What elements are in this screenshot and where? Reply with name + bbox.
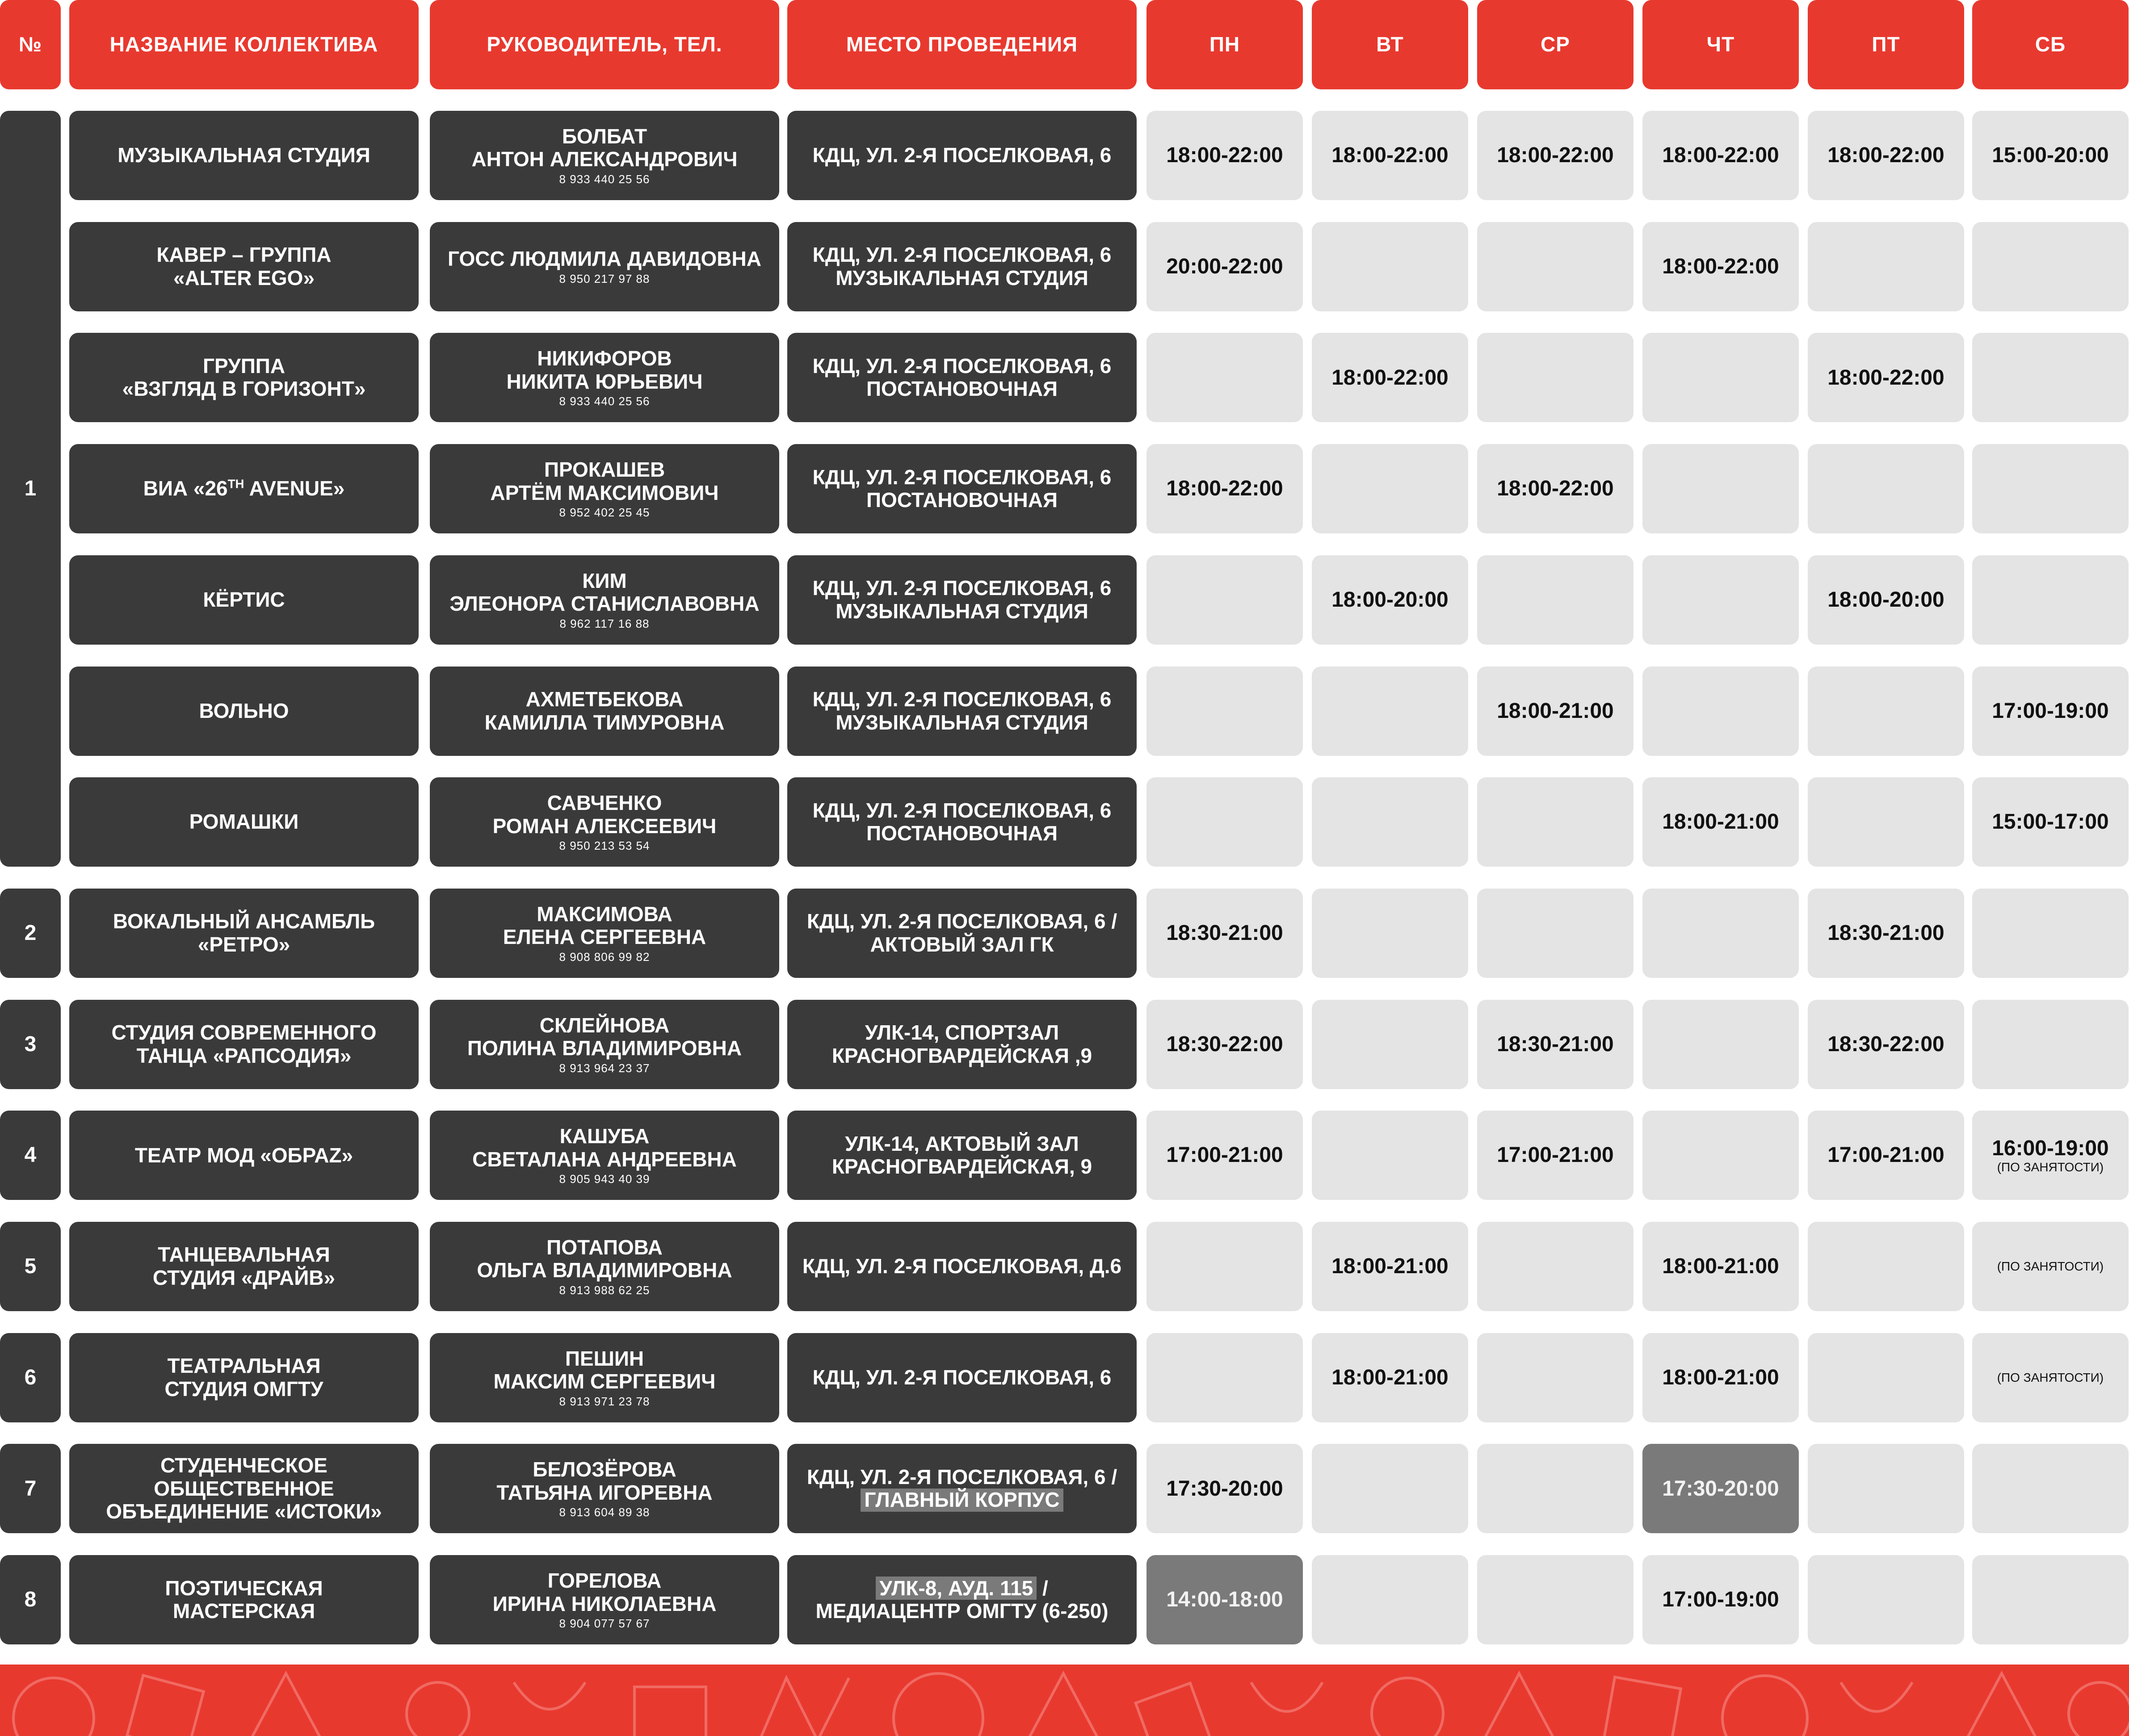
schedule-cell (1312, 222, 1468, 311)
leader-name (430, 1222, 779, 1311)
schedule-cell (1808, 1555, 1964, 1644)
leader-name-line: АРТЁМ МАКСИМОВИЧ (490, 481, 719, 504)
schedule-cell (1312, 1111, 1468, 1200)
schedule-cell (1146, 1333, 1303, 1422)
schedule-cell (1312, 1222, 1468, 1311)
venue (787, 333, 1137, 422)
schedule-time: 18:00-20:00 (1331, 587, 1449, 612)
leader-name-line: ПОЛИНА ВЛАДИМИРОВНА (467, 1036, 742, 1060)
schedule-cell (1146, 333, 1303, 422)
collective-name (69, 444, 419, 533)
schedule-time: 18:00-22:00 (1166, 477, 1283, 501)
schedule-cell (1146, 1000, 1303, 1089)
schedule-cell (1642, 1444, 1799, 1533)
schedule-cell (1477, 1222, 1633, 1311)
schedule-cell (1146, 555, 1303, 645)
collective-name (69, 1444, 419, 1533)
collective-name-line: ПОЭТИЧЕСКАЯ (165, 1576, 323, 1600)
leader-name-line: РОМАН АЛЕКСЕЕВИЧ (492, 814, 717, 838)
leader-name-line: ПОТАПОВА (546, 1235, 663, 1259)
collective-name (69, 777, 419, 867)
schedule-cell (1477, 777, 1633, 867)
collective-name-line: КЁРТИС (203, 588, 285, 612)
collective-name (69, 1000, 419, 1089)
schedule-time: 18:30-22:00 (1166, 1032, 1283, 1056)
venue-line: МУЗЫКАЛЬНАЯ СТУДИЯ (836, 599, 1088, 623)
venue-line: КРАСНОГВАРДЕЙСКАЯ ,9 (831, 1044, 1092, 1067)
header-name: НАЗВАНИЕ КОЛЛЕКТИВА (69, 0, 419, 89)
schedule-cell (1477, 889, 1633, 978)
schedule-cell (1312, 111, 1468, 200)
group-number: 7 (0, 1444, 61, 1533)
venue-line: ГЛАВНЫЙ КОРПУС (861, 1489, 1063, 1512)
schedule-cell (1972, 1333, 2129, 1422)
collective-name-line: ВИА «26TH AVENUE» (143, 477, 345, 500)
schedule-cell (1972, 1222, 2129, 1311)
schedule-cell (1972, 889, 2129, 978)
venue (787, 1333, 1137, 1422)
leader-name-line: АХМЕТБЕКОВА (525, 687, 684, 711)
collective-name-line: СТУДИЯ ОМГТУ (164, 1377, 323, 1401)
schedule-note: (ПО ЗАНЯТОСТИ) (1997, 1371, 2104, 1384)
venue (787, 555, 1137, 645)
schedule-cell (1312, 1000, 1468, 1089)
header-place: МЕСТО ПРОВЕДЕНИЯ (787, 0, 1137, 89)
venue-line: ПОСТАНОВОЧНАЯ (866, 488, 1058, 512)
schedule-cell (1642, 444, 1799, 533)
schedule-cell (1146, 444, 1303, 533)
leader-name-line: САВЧЕНКО (547, 791, 662, 815)
venue-line: МЕДИАЦЕНТР ОМГТУ (6-250) (815, 1599, 1109, 1623)
venue-line: КДЦ, УЛ. 2-Я ПОСЕЛКОВАЯ, 6 / (806, 1465, 1117, 1489)
schedule-cell (1146, 111, 1303, 200)
schedule-time: 17:00-21:00 (1827, 1143, 1944, 1167)
collective-name-line: СТУДИЯ «ДРАЙВ» (152, 1266, 336, 1289)
schedule-cell (1972, 667, 2129, 756)
leader-name-line: НИКИФОРОВ (537, 347, 672, 370)
venue-line: КДЦ, УЛ. 2-Я ПОСЕЛКОВАЯ, 6 / (806, 910, 1117, 933)
header-day: СР (1477, 0, 1633, 89)
schedule-cell (1312, 444, 1468, 533)
leader-name-line: ЭЛЕОНОРА СТАНИСЛАВОВНА (449, 592, 760, 616)
schedule-cell (1477, 1333, 1633, 1422)
schedule-cell (1972, 1555, 2129, 1644)
leader-name-line: КАШУБА (559, 1124, 650, 1148)
schedule-cell (1312, 889, 1468, 978)
leader-name-line: СКЛЕЙНОВА (539, 1013, 670, 1037)
leader-phone: 8 908 806 99 82 (559, 950, 650, 964)
venue (787, 1222, 1137, 1311)
schedule-time: 17:00-21:00 (1166, 1143, 1283, 1167)
venue (787, 444, 1137, 533)
schedule-time: 17:30-20:00 (1662, 1476, 1779, 1501)
venue (787, 1444, 1137, 1533)
schedule-time: 18:00-20:00 (1827, 587, 1944, 612)
venue-line: УЛК-8, АУД. 115 / (876, 1577, 1048, 1600)
schedule-cell (1312, 555, 1468, 645)
schedule-cell (1808, 889, 1964, 978)
collective-name-line: СТУДИЯ СОВРЕМЕННОГО (111, 1021, 377, 1044)
venue (787, 1555, 1137, 1644)
venue (787, 111, 1137, 200)
schedule-cell (1477, 222, 1633, 311)
schedule-cell (1477, 1555, 1633, 1644)
schedule-cell (1972, 111, 2129, 200)
schedule-time: 18:00-21:00 (1662, 1254, 1779, 1279)
venue-line: КДЦ, УЛ. 2-Я ПОСЕЛКОВАЯ, 6 (812, 798, 1112, 822)
leader-name (430, 222, 779, 311)
schedule-cell (1642, 1555, 1799, 1644)
collective-name-line: ОБЩЕСТВЕННОЕ (154, 1476, 334, 1500)
leader-name (430, 1333, 779, 1422)
schedule-time: 16:00-19:00 (1992, 1136, 2109, 1160)
collective-name-line: «ALTER EGO» (173, 266, 315, 289)
schedule-time: 17:30-20:00 (1166, 1476, 1283, 1501)
collective-name (69, 1555, 419, 1644)
footer-shapes (0, 1665, 2129, 1736)
leader-name-line: МАКСИМОВА (537, 902, 672, 926)
schedule-note: (ПО ЗАНЯТОСТИ) (1997, 1160, 2104, 1174)
schedule-cell (1642, 111, 1799, 200)
collective-name (69, 1333, 419, 1422)
schedule-cell (1808, 555, 1964, 645)
schedule-time: 18:30-22:00 (1827, 1032, 1944, 1056)
leader-name-line: БЕЛОЗЁРОВА (533, 1458, 676, 1481)
venue-line: КДЦ, УЛ. 2-Я ПОСЕЛКОВАЯ, 6 (812, 354, 1112, 377)
schedule-cell (1477, 555, 1633, 645)
venue-line: КДЦ, УЛ. 2-Я ПОСЕЛКОВАЯ, 6 (812, 1365, 1112, 1389)
schedule-cell (1808, 1222, 1964, 1311)
leader-name-line: ГОРЕЛОВА (547, 1569, 662, 1593)
leader-name-line: ПЕШИН (565, 1346, 644, 1370)
schedule-cell (1642, 555, 1799, 645)
schedule-time: 14:00-18:00 (1166, 1588, 1283, 1612)
leader-phone: 8 933 440 25 56 (559, 172, 650, 186)
group-number: 2 (0, 889, 61, 978)
leader-name-line: КИМ (582, 569, 627, 592)
leader-phone: 8 913 964 23 37 (559, 1061, 650, 1075)
schedule-cell (1808, 111, 1964, 200)
venue-line: КДЦ, УЛ. 2-Я ПОСЕЛКОВАЯ, 6 (812, 687, 1112, 711)
schedule-time: 17:00-19:00 (1662, 1588, 1779, 1612)
leader-name (430, 111, 779, 200)
schedule-time: 17:00-19:00 (1992, 699, 2109, 723)
schedule-cell (1972, 1000, 2129, 1089)
schedule-cell (1312, 667, 1468, 756)
footer-pattern (0, 1665, 2129, 1736)
schedule-cell (1146, 667, 1303, 756)
venue (787, 667, 1137, 756)
leader-name-line: БОЛБАТ (562, 124, 647, 148)
leader-phone: 8 913 988 62 25 (559, 1283, 650, 1297)
schedule-cell (1312, 1444, 1468, 1533)
collective-name-line: ТЕАТРАЛЬНАЯ (167, 1354, 321, 1378)
schedule-time: 18:00-22:00 (1497, 477, 1614, 501)
schedule-cell (1972, 555, 2129, 645)
schedule-cell (1808, 1000, 1964, 1089)
leader-phone: 8 962 117 16 88 (559, 616, 650, 630)
collective-name-line: ГРУППА (202, 354, 286, 377)
collective-name (69, 222, 419, 311)
header-leader: РУКОВОДИТЕЛЬ, ТЕЛ. (430, 0, 779, 89)
group-number: 5 (0, 1222, 61, 1311)
collective-name (69, 555, 419, 645)
leader-phone: 8 913 971 23 78 (559, 1394, 650, 1408)
leader-name (430, 667, 779, 756)
schedule-cell (1972, 777, 2129, 867)
schedule-cell (1146, 1444, 1303, 1533)
leader-name-line: ТАТЬЯНА ИГОРЕВНА (496, 1480, 713, 1504)
venue-line: ПОСТАНОВОЧНАЯ (866, 822, 1058, 845)
leader-name-line: НИКИТА ЮРЬЕВИЧ (506, 369, 703, 393)
schedule-cell (1642, 222, 1799, 311)
venue-line: АКТОВЫЙ ЗАЛ ГК (870, 932, 1054, 956)
leader-name-line: МАКСИМ СЕРГЕЕВИЧ (493, 1370, 716, 1393)
venue-line: УЛК-14, СПОРТЗАЛ (865, 1021, 1059, 1044)
schedule-time: 18:00-22:00 (1662, 143, 1779, 168)
schedule-time: 18:00-21:00 (1497, 699, 1614, 723)
collective-name-line: МАСТЕРСКАЯ (172, 1599, 315, 1623)
schedule-time: 18:00-22:00 (1827, 365, 1944, 390)
leader-name-line: ЕЛЕНА СЕРГЕЕВНА (503, 925, 706, 949)
leader-phone: 8 950 213 53 54 (559, 839, 650, 853)
venue (787, 1000, 1137, 1089)
schedule-cell (1808, 333, 1964, 422)
venue-line: МУЗЫКАЛЬНАЯ СТУДИЯ (836, 266, 1088, 289)
schedule-cell (1477, 444, 1633, 533)
collective-name-line: ОБЪЕДИНЕНИЕ «ИСТОКИ» (106, 1500, 382, 1523)
leader-name (430, 777, 779, 867)
leader-name (430, 1000, 779, 1089)
venue-line: УЛК-14, АКТОВЫЙ ЗАЛ (845, 1132, 1079, 1155)
venue-line: КДЦ, УЛ. 2-Я ПОСЕЛКОВАЯ, Д.6 (802, 1254, 1122, 1278)
schedule-cell (1312, 1555, 1468, 1644)
schedule-cell (1146, 1555, 1303, 1644)
schedule-cell (1312, 777, 1468, 867)
venue-line: КДЦ, УЛ. 2-Я ПОСЕЛКОВАЯ, 6 (812, 465, 1112, 489)
leader-name (430, 555, 779, 645)
schedule-cell (1642, 1000, 1799, 1089)
schedule-time: 18:30-21:00 (1497, 1032, 1614, 1056)
leader-name (430, 444, 779, 533)
leader-name-line: ОЛЬГА ВЛАДИМИРОВНА (477, 1258, 732, 1282)
collective-name-line: СТУДЕНЧЕСКОЕ (160, 1454, 328, 1477)
schedule-time: 15:00-17:00 (1992, 810, 2109, 834)
header-day: ПН (1146, 0, 1303, 89)
schedule-time: 18:00-22:00 (1827, 143, 1944, 168)
header-day: СБ (1972, 0, 2129, 89)
schedule-time: 15:00-20:00 (1992, 143, 2109, 168)
collective-name-line: РОМАШКИ (189, 810, 299, 834)
schedule-cell (1972, 333, 2129, 422)
leader-name-line: КАМИЛЛА ТИМУРОВНА (484, 710, 725, 734)
group-number: 4 (0, 1111, 61, 1200)
group-number: 8 (0, 1555, 61, 1644)
header-day: ПТ (1808, 0, 1964, 89)
schedule-time: 18:00-21:00 (1662, 1365, 1779, 1389)
collective-name (69, 889, 419, 978)
venue-line: КДЦ, УЛ. 2-Я ПОСЕЛКОВАЯ, 6 (812, 243, 1112, 267)
leader-name-line: ИРИНА НИКОЛАЕВНА (492, 1592, 717, 1615)
group-number: 3 (0, 1000, 61, 1089)
collective-name (69, 1222, 419, 1311)
schedule-cell (1146, 222, 1303, 311)
leader-phone: 8 913 604 89 38 (559, 1505, 650, 1519)
group-number: 1 (0, 111, 61, 867)
leader-name (430, 1111, 779, 1200)
schedule-time: 18:00-21:00 (1331, 1365, 1449, 1389)
venue-line: КДЦ, УЛ. 2-Я ПОСЕЛКОВАЯ, 6 (812, 576, 1112, 600)
schedule-cell (1972, 444, 2129, 533)
leader-name (430, 333, 779, 422)
schedule-cell (1146, 777, 1303, 867)
leader-name-line: ПРОКАШЕВ (544, 458, 665, 482)
schedule-time: 18:00-22:00 (1166, 143, 1283, 168)
header-num: № (0, 0, 61, 89)
schedule-time: 20:00-22:00 (1166, 254, 1283, 278)
group-number: 6 (0, 1333, 61, 1422)
schedule-cell (1477, 1111, 1633, 1200)
venue-line: МУЗЫКАЛЬНАЯ СТУДИЯ (836, 710, 1088, 734)
leader-name-line: ГОСС ЛЮДМИЛА ДАВИДОВНА (448, 247, 761, 271)
schedule-time: 18:00-21:00 (1662, 810, 1779, 834)
schedule-note: (ПО ЗАНЯТОСТИ) (1997, 1259, 2104, 1274)
schedule-time: 18:30-21:00 (1166, 921, 1283, 945)
schedule-cell (1146, 889, 1303, 978)
venue-line: КРАСНОГВАРДЕЙСКАЯ, 9 (831, 1155, 1092, 1178)
collective-name-line: ТАНЦА «РАПСОДИЯ» (136, 1044, 352, 1067)
leader-phone: 8 904 077 57 67 (559, 1617, 650, 1631)
schedule-cell (1146, 1222, 1303, 1311)
collective-name-line: МУЗЫКАЛЬНАЯ СТУДИЯ (118, 143, 370, 167)
schedule-cell (1642, 1333, 1799, 1422)
schedule-time: 18:00-22:00 (1497, 143, 1614, 168)
schedule-cell (1642, 889, 1799, 978)
schedule-cell (1808, 1111, 1964, 1200)
schedule-cell (1642, 777, 1799, 867)
leader-name (430, 1555, 779, 1644)
leader-name (430, 1444, 779, 1533)
collective-name (69, 667, 419, 756)
collective-name-line: ВОЛЬНО (199, 699, 289, 722)
leader-phone: 8 905 943 40 39 (559, 1172, 650, 1186)
collective-name (69, 111, 419, 200)
schedule-time: 18:00-22:00 (1331, 143, 1449, 168)
collective-name (69, 1111, 419, 1200)
decorative-shapes (13, 1673, 2129, 1736)
schedule-cell (1972, 1111, 2129, 1200)
leader-phone: 8 933 440 25 56 (559, 394, 650, 408)
schedule-cell (1972, 1444, 2129, 1533)
leader-phone: 8 950 217 97 88 (559, 272, 650, 285)
schedule-cell (1477, 111, 1633, 200)
venue (787, 777, 1137, 867)
leader-phone: 8 952 402 25 45 (559, 506, 650, 520)
collective-name (69, 333, 419, 422)
schedule-time: 18:30-21:00 (1827, 921, 1944, 945)
collective-name-line: КАВЕР – ГРУППА (156, 243, 332, 267)
schedule-cell (1477, 333, 1633, 422)
schedule-cell (1808, 667, 1964, 756)
venue-line: ПОСТАНОВОЧНАЯ (866, 377, 1058, 401)
header-day: ВТ (1312, 0, 1468, 89)
leader-name-line: АНТОН АЛЕКСАНДРОВИЧ (471, 147, 738, 171)
collective-name-line: ВОКАЛЬНЫЙ АНСАМБЛЬ (113, 910, 375, 933)
schedule-cell (1808, 1333, 1964, 1422)
schedule-cell (1642, 1111, 1799, 1200)
venue (787, 889, 1137, 978)
schedule-time: 17:00-21:00 (1497, 1143, 1614, 1167)
schedule-cell (1972, 222, 2129, 311)
collective-name-line: «РЕТРО» (197, 932, 290, 956)
venue-line: КДЦ, УЛ. 2-Я ПОСЕЛКОВАЯ, 6 (812, 143, 1112, 167)
schedule-cell (1808, 1444, 1964, 1533)
schedule-cell (1808, 777, 1964, 867)
schedule-time: 18:00-22:00 (1662, 254, 1779, 278)
schedule-time: 18:00-21:00 (1331, 1254, 1449, 1279)
venue (787, 222, 1137, 311)
schedule-cell (1312, 333, 1468, 422)
schedule-cell (1642, 333, 1799, 422)
header-day: ЧТ (1642, 0, 1799, 89)
schedule-cell (1146, 1111, 1303, 1200)
schedule-time: 18:00-22:00 (1331, 365, 1449, 390)
schedule-cell (1808, 444, 1964, 533)
schedule-cell (1477, 1444, 1633, 1533)
leader-name-line: СВЕТАЛАНА АНДРЕЕВНА (472, 1147, 737, 1171)
schedule-cell (1477, 667, 1633, 756)
venue (787, 1111, 1137, 1200)
schedule-cell (1312, 1333, 1468, 1422)
collective-name-line: ТАНЦЕВАЛЬНАЯ (158, 1243, 330, 1266)
collective-name-line: «ВЗГЛЯД В ГОРИЗОНТ» (122, 377, 366, 401)
schedule-cell (1642, 1222, 1799, 1311)
collective-name-line: ТЕАТР МОД «ОБРАZ» (134, 1143, 353, 1167)
leader-name (430, 889, 779, 978)
schedule-cell (1477, 1000, 1633, 1089)
schedule-cell (1808, 222, 1964, 311)
schedule-cell (1642, 667, 1799, 756)
